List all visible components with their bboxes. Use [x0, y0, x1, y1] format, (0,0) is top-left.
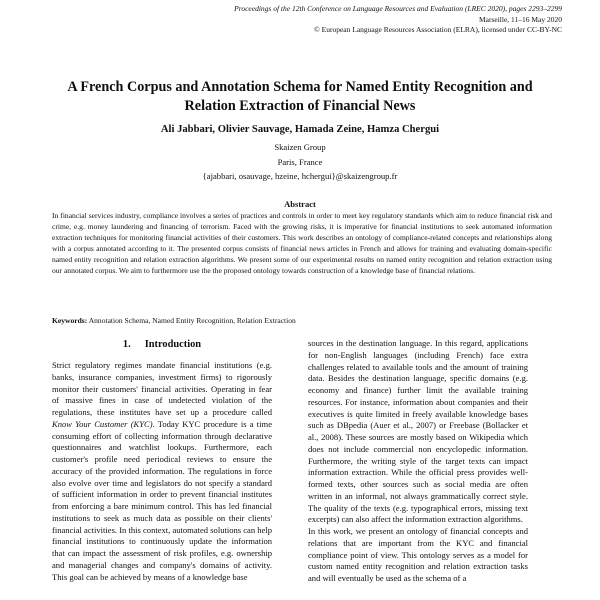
authors: Ali Jabbari, Olivier Sauvage, Hamada Zeine, Hamza Chergui — [160, 124, 440, 135]
title-line-1: A French Corpus and Annotation Schema for Named Entity Recognition and — [67, 79, 533, 95]
right-paragraph-2: In this work, we present an ontology of financial concepts and relations that are important from the KYC and financial compliance point of view. This ontology serves as a model for custom named entity recognition and relation extraction tasks and will eventually be used as the schema of a — [308, 526, 528, 583]
keywords-text: Annotation Schema, Named Entity Recognition, Relation Extraction — [88, 316, 296, 325]
venue-line: Marseille, 11–16 May 2020 — [478, 14, 562, 24]
author-emails: {ajabbari, osauvage, hzeine, hchergui}@skaizengroup.fr — [202, 171, 398, 181]
abstract-heading: Abstract — [284, 199, 316, 209]
abstract-text: In financial services industry, compliance involves a series of practices and controls in order to meet key regulatory standards which aim to reduce financial risk and crime, e.g. money laundering and financing of terrorism. Faced with the growing risks, it is imperative for financial institutions to seek automated information extraction techniques for monitoring financial activities of their customers. This work describes an ontology of compliance-related concepts and relationships along with a corpus annotated according to it. The presented corpus consists of financial news articles in French and allows for training and evaluating domain-specific named entity recognition and relation extraction algorithms. We present some of our experimental results on named entity recognition and relation extraction using our annotated corpus. We aim to furthermore use the the proposed ontology towards construction of a knowledge base of financial relations. — [52, 211, 552, 275]
title-line-2: Relation Extraction of Financial News — [184, 98, 416, 114]
license-line: © European Language Resources Association (ELRA), licensed under CC-BY-NC — [314, 25, 562, 34]
affiliation-city: Paris, France — [277, 156, 323, 167]
affiliation — [40, 140, 560, 184]
intro-paragraph-1 — [52, 360, 272, 583]
right-paragraph-1: sources in the destination language. In this regard, applications for non-English languages (including French) face extra challenges related to available tools and the amount of training data. Besides the destination language, specific domains (e.g. economy and finance) further limit the available training resources. For instance, information about companies and their executives is quite limited in freely available knowledge bases such as DBpedia (Auer et al., 2007) or Freebase (Bollacker et al., 2008). These sources are mostly based on Wikipedia which does not include commercial non encyclopedic information. Furthermore, the writing style of the target texts can impact information extraction. While the official press provides well-formed texts, other sources such as social media are often written in an informal, not always grammatically correct style. The quality of the texts (e.g. typographical errors, missing text excerpts) can also affect the information extraction algorithms. — [308, 338, 528, 525]
paper-title — [40, 78, 560, 116]
intro-text-a: Strict regulatory regimes mandate financial institutions (e.g. banks, insurance companies, investment firms) to rigorously monitor their customers' financial activities. Operating in fear of massive fines in case of undetected violation of the regulations, these institutes have set up a procedure called — [52, 360, 272, 417]
intro-text-b: . Today KYC procedure is a time consuming effort of collecting information through declarative questionnaires and watchlist lookups. Furthermore, each customer's profile need periodical reviews to ensure the accuracy of the provided information. The regulations in force also evolve over time and legislators do not specify a standard of sufficient information in order to prevent financial institutes from enforcing a bare minimum control. This has led financial institutions to seek as much data as possible on their clients' financial activities. In this context, automated solutions can help financial institutions to continuously update the information that can impact the assessment of risk profiles, e.g. ownership and managerial changes and company's domains of activity. This goal can be achieved by means of a knowledge base — [52, 418, 272, 582]
affiliation-org: Skaizen Group — [274, 142, 326, 152]
section-number: 1. — [122, 339, 131, 350]
right-column — [308, 338, 528, 585]
section-title: Introduction — [144, 339, 202, 350]
keywords-label: Keywords: — [52, 316, 88, 325]
section-heading-introduction — [52, 339, 272, 350]
proceedings-line: Proceedings of the 12th Conference on Language Resources and Evaluation (LREC 2020), pages 2293–2299 — [234, 4, 562, 13]
left-column — [52, 360, 272, 583]
kyc-term: Know Your Customer (KYC) — [52, 418, 153, 429]
keywords — [52, 316, 552, 325]
proceedings-header — [222, 4, 562, 36]
